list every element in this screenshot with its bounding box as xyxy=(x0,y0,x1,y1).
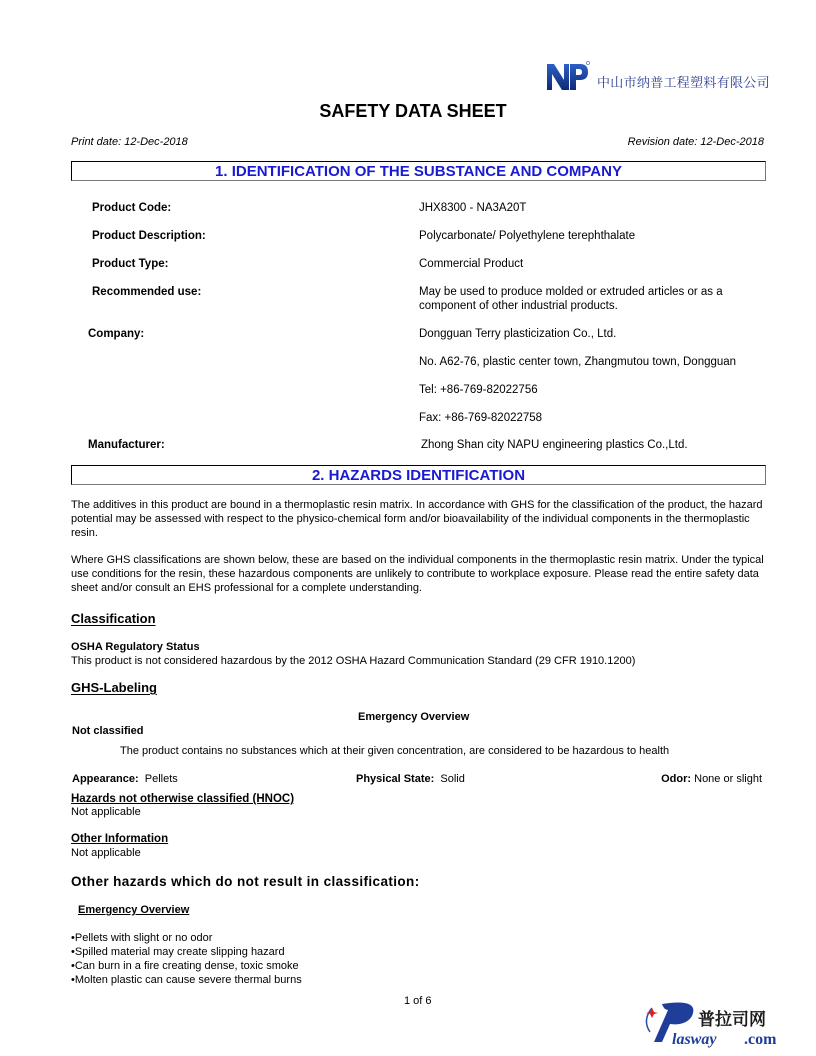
ghs-labeling-heading: GHS-Labeling xyxy=(71,680,157,695)
section-1-heading: 1. IDENTIFICATION OF THE SUBSTANCE AND COMPANY xyxy=(71,161,766,181)
appearance-value: Pellets xyxy=(144,773,178,785)
emergency-overview-heading: Emergency Overview xyxy=(78,904,190,916)
manufacturer-value: Zhong Shan city NAPU engineering plastics Co.,Ltd. xyxy=(421,439,688,451)
plasway-watermark-logo xyxy=(640,998,810,1048)
appearance-label: Appearance: xyxy=(72,773,139,785)
hazards-intro-paragraph: The additives in this product are bound in a thermoplastic resin matrix. In accordance with GHS for the classification of the product, the hazard potential may be assessed with respect to the physico-chemical form and/or bioavailability of the individual components in the thermoplastic resin. xyxy=(71,499,763,539)
appearance-field xyxy=(72,773,178,785)
company-label: Company: xyxy=(88,328,145,340)
emergency-overview-list xyxy=(71,931,302,987)
recommended-use-value: May be used to produce molded or extruded articles or as a component of other industrial products. xyxy=(419,286,723,312)
print-date: Print date: 12-Dec-2018 xyxy=(71,136,188,148)
classification-heading: Classification xyxy=(71,611,156,626)
hnoc-heading: Hazards not otherwise classified (HNOC) xyxy=(71,793,295,805)
ghs-classification-paragraph: Where GHS classifications are shown below, these are based on the individual components in the thermoplastic resin matrix. Under the typical use conditions for the resin, these hazardous components are unlikely to contribute to workplace exposure. Please read the entire safety data sheet and/or consult an EHS professional for a complete understanding. xyxy=(71,554,764,594)
product-code-value: JHX8300 - NA3A20T xyxy=(419,202,527,214)
company-address: No. A62-76, plastic center town, Zhangmutou town, Dongguan xyxy=(419,356,737,368)
odor-value: None or slight xyxy=(694,773,762,785)
list-item: • Can burn in a fire creating dense, toxic smoke xyxy=(71,959,302,973)
emergency-overview-title: Emergency Overview xyxy=(358,711,470,723)
list-item: • Pellets with slight or no odor xyxy=(71,931,302,945)
svg-text:lasway: lasway xyxy=(672,1031,717,1048)
not-classified-label: Not classified xyxy=(72,725,144,737)
svg-text:普拉司网: 普拉司网 xyxy=(698,1010,766,1030)
revision-date: Revision date: 12-Dec-2018 xyxy=(627,136,764,148)
document-title: SAFETY DATA SHEET xyxy=(319,101,507,121)
odor-field xyxy=(661,773,762,785)
other-information-value: Not applicable xyxy=(71,847,141,859)
list-item: • Molten plastic can cause severe thermal burns xyxy=(71,973,302,987)
recommended-use-label: Recommended use: xyxy=(92,286,202,298)
product-description-value: Polycarbonate/ Polyethylene terephthalate xyxy=(419,230,636,242)
product-description-label: Product Description: xyxy=(92,230,206,242)
svg-text:.com: .com xyxy=(744,1031,777,1048)
product-type-label: Product Type: xyxy=(92,258,169,270)
product-type-value: Commercial Product xyxy=(419,258,524,270)
physical-state-value: Solid xyxy=(440,773,465,785)
product-code-label: Product Code: xyxy=(92,202,172,214)
manufacturer-label: Manufacturer: xyxy=(88,439,165,451)
physical-state-field xyxy=(356,773,465,785)
company-logo xyxy=(546,60,590,94)
company-name-chinese: 中山市纳普工程塑料有限公司 xyxy=(597,76,770,91)
osha-status-heading: OSHA Regulatory Status xyxy=(71,641,200,653)
other-information-heading: Other Information xyxy=(71,833,169,845)
page-number: 1 of 6 xyxy=(404,995,432,1007)
list-item: • Spilled material may create slipping hazard xyxy=(71,945,302,959)
other-hazards-heading: Other hazards which do not result in classification: xyxy=(71,874,420,889)
company-tel: Tel: +86-769-82022756 xyxy=(419,384,538,396)
physical-state-label: Physical State: xyxy=(356,773,435,785)
company-name: Dongguan Terry plasticization Co., Ltd. xyxy=(419,328,617,340)
odor-label: Odor: xyxy=(661,773,692,785)
hnoc-value: Not applicable xyxy=(71,806,141,818)
section-2-heading: 2. HAZARDS IDENTIFICATION xyxy=(71,465,766,485)
no-hazardous-substances-text: The product contains no substances which at their given concentration, are considered to be hazardous to health xyxy=(120,745,670,757)
osha-status-text: This product is not considered hazardous by the 2012 OSHA Hazard Communication Standard (29 CFR 1910.1200) xyxy=(71,655,636,667)
company-fax: Fax: +86-769-82022758 xyxy=(419,412,543,424)
